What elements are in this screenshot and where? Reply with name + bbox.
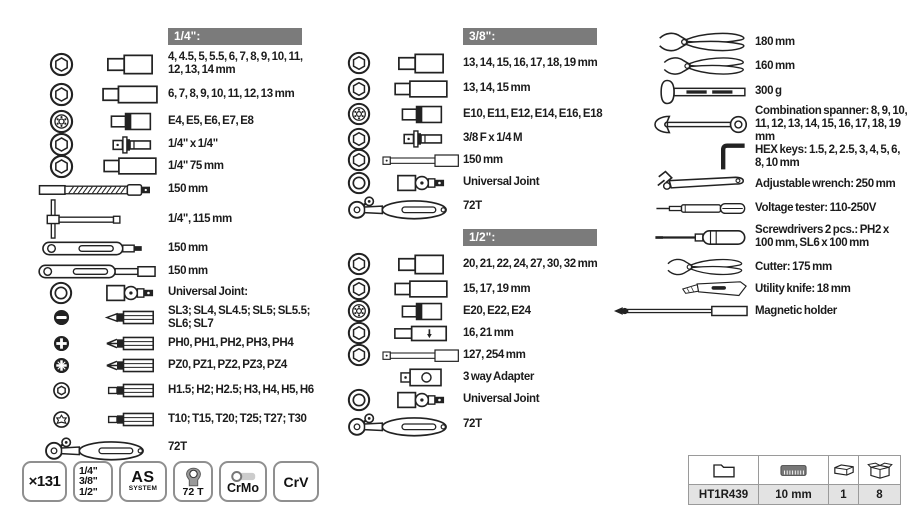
item-row — [340, 77, 640, 100]
drive-size-cell: 10 mm — [758, 485, 828, 504]
item-row — [30, 109, 315, 133]
e-socket-side-icon — [378, 103, 463, 126]
master-carton-header-cell — [858, 456, 900, 485]
item-label: 150 mm — [168, 182, 208, 195]
hex-bit-side-icon — [92, 382, 168, 399]
item-label: Cutter: 175 mm — [755, 260, 832, 273]
hammer-icon — [612, 78, 755, 106]
item-label: 1/4" x 1/4" — [168, 137, 218, 150]
hex-socket-face-icon — [340, 343, 378, 367]
item-row — [30, 201, 315, 237]
item-label: E10, E11, E12, E14, E16, E18 — [463, 107, 603, 120]
section-hand-tools — [612, 30, 907, 322]
part-number-cell: HT1R439 — [689, 485, 758, 504]
item-label: E20, E22, E24 — [463, 304, 531, 317]
badge-as-system — [119, 461, 167, 502]
piece-count-label: ×131 — [28, 473, 61, 490]
three-way-adapter-icon — [378, 367, 463, 387]
item-row — [340, 194, 640, 219]
item-row — [340, 250, 640, 278]
crv-label: CrV — [283, 473, 309, 490]
packaging-table — [688, 455, 901, 505]
item-row — [612, 171, 907, 198]
item-label: 72T — [168, 441, 187, 453]
item-label: HEX keys: 1.5, 2, 2.5, 3, 4, 5, 6, 8, 10 mm — [755, 144, 901, 169]
item-label: SL3; SL4, SL4.5; SL5; SL5.5; SL6; SL7 — [168, 304, 311, 330]
extension-bar-icon — [378, 152, 463, 168]
t-handle-icon — [30, 198, 168, 240]
item-label: 300 g — [755, 85, 782, 97]
hex-socket-face-icon — [30, 52, 92, 77]
torx-socket-face-icon — [340, 299, 378, 323]
flexible-extension-icon — [30, 181, 168, 198]
item-label: 160 mm — [755, 59, 795, 72]
phillips-bit-face-icon — [30, 335, 92, 352]
ruler-icon — [780, 464, 807, 477]
item-row — [612, 256, 907, 278]
badge-drive-sizes — [73, 461, 113, 502]
item-label: 72T — [463, 417, 482, 430]
item-row — [612, 78, 907, 105]
item-row — [30, 434, 315, 461]
socket-side-icon — [378, 252, 463, 277]
adjustable-wrench-icon — [612, 169, 755, 200]
item-label: Magnetic holder — [755, 304, 837, 317]
item-row — [30, 282, 315, 303]
item-row — [340, 300, 640, 322]
pozidriv-bit-side-icon — [92, 357, 168, 374]
section-mid-column — [340, 28, 640, 437]
as-system-label: AS — [131, 469, 155, 486]
pliers-icon — [612, 51, 755, 81]
item-label: Voltage tester: 110-250V — [755, 201, 877, 214]
drive-size-header-cell — [758, 456, 828, 485]
item-label: PH0, PH1, PH2, PH3, PH4 — [168, 336, 294, 349]
badge-piece-count — [22, 461, 67, 502]
item-label: 150 mm — [463, 153, 503, 166]
item-row — [340, 278, 640, 300]
badge-crv-steel — [273, 461, 319, 502]
item-label: 6, 7, 8, 9, 10, 11, 12, 13 mm — [168, 87, 295, 100]
voltage-tester-icon — [612, 202, 755, 215]
magnetic-holder-icon — [612, 304, 755, 318]
extension-bar-icon — [378, 347, 463, 363]
hex-socket-face-icon — [340, 321, 378, 345]
torx-socket-face-icon — [30, 109, 92, 134]
item-label: 3 way Adapter — [463, 370, 534, 383]
item-row — [30, 260, 315, 282]
item-label: 16, 21 mm — [463, 326, 514, 339]
item-label: Universal Joint — [463, 393, 540, 405]
part-number-header-cell — [689, 456, 758, 485]
item-label: Utility knife: 18 mm — [755, 282, 851, 295]
ring-face-icon — [30, 281, 92, 305]
torx-bit-side-icon — [92, 411, 168, 428]
inner-box-icon — [833, 463, 855, 477]
item-row — [340, 366, 640, 388]
deep-socket-side-icon — [378, 277, 463, 301]
item-row — [30, 354, 315, 376]
item-label: 72T — [463, 200, 482, 212]
drive-size-label: 3/8" — [79, 475, 98, 488]
torx-bit-face-icon — [30, 411, 92, 428]
section-header-half: 1/2": — [463, 229, 597, 246]
folder-icon — [711, 460, 737, 480]
hex-socket-face-icon — [340, 127, 378, 151]
item-row — [30, 332, 315, 354]
sliding-bar-icon — [30, 239, 168, 258]
item-label: 150 mm — [168, 242, 208, 254]
hex-socket-face-icon — [340, 252, 378, 276]
adapter-icon — [92, 133, 168, 156]
ratchet-icon — [340, 409, 463, 439]
ratchet-icon — [30, 433, 168, 463]
item-row — [612, 54, 907, 78]
item-row — [30, 376, 315, 405]
drive-size-label: 1/4" — [79, 464, 98, 477]
item-label: 1/4" 75 mm — [168, 159, 224, 172]
hex-socket-face-icon — [30, 82, 92, 107]
universal-joint-icon — [92, 281, 168, 305]
combination-spanner-icon — [612, 113, 755, 136]
spark-plug-socket-icon — [378, 323, 463, 344]
hex-socket-face-icon — [340, 277, 378, 301]
item-row — [340, 149, 640, 171]
socket-side-icon — [92, 52, 168, 77]
as-system-sublabel: SYSTEM — [128, 485, 158, 492]
item-label: 150 mm — [168, 264, 208, 277]
hex-bit-face-icon — [30, 382, 92, 399]
deep-socket-side-icon — [378, 77, 463, 101]
item-row — [340, 100, 640, 128]
item-row — [340, 322, 640, 344]
master-qty-cell: 8 — [858, 485, 900, 504]
drive-size-label: 1/2" — [79, 485, 98, 498]
hex-socket-face-icon — [340, 51, 378, 75]
pozidriv-bit-face-icon — [30, 357, 92, 374]
item-label: 180 mm — [755, 35, 795, 48]
item-label: Screwdrivers 2 pcs.: PH2 x 100 mm, SL6 x 100 mm — [755, 224, 889, 249]
e-socket-side-icon — [378, 300, 463, 323]
slotted-bit-side-icon — [92, 309, 168, 326]
item-row — [30, 49, 315, 79]
inner-qty-cell: 1 — [828, 485, 858, 504]
deep-socket-side-icon — [92, 154, 168, 178]
teeth-count-label: 72 T — [182, 485, 204, 498]
ratchet-icon — [340, 192, 463, 222]
item-row — [340, 128, 640, 149]
universal-joint-icon — [378, 388, 463, 412]
item-row — [612, 278, 907, 300]
section-header-three-eighths: 3/8": — [463, 28, 597, 45]
item-label: T10; T15, T20; T25; T27; T30 — [168, 413, 307, 425]
inner-box-header-cell — [828, 456, 858, 485]
item-row — [30, 303, 315, 332]
socket-side-icon — [378, 51, 463, 76]
hex-socket-face-icon — [30, 154, 92, 179]
hex-socket-face-icon — [340, 77, 378, 101]
item-row — [30, 405, 315, 434]
item-label: E4, E5, E6, E7, E8 — [168, 114, 254, 127]
torx-socket-face-icon — [340, 102, 378, 126]
item-row — [30, 237, 315, 260]
item-label: 127, 254 mm — [463, 348, 526, 361]
item-label: 4, 4.5, 5, 5.5, 6, 7, 8, 9, 10, 11, 12, 13, 14 mm — [168, 51, 303, 76]
slotted-bit-face-icon — [30, 309, 92, 326]
item-label: PZ0, PZ1, PZ2, PZ3, PZ4 — [168, 358, 287, 371]
item-label: Adjustable wrench: 250 mm — [755, 178, 896, 190]
item-label: 13, 14, 15 mm — [463, 82, 531, 94]
item-label: 13, 14, 15, 16, 17, 18, 19 mm — [463, 56, 598, 69]
phillips-bit-side-icon — [92, 335, 168, 352]
crmo-label: CrMo — [227, 480, 259, 495]
sliding-bar-icon — [30, 262, 168, 281]
hex-socket-face-icon — [340, 148, 378, 172]
screwdriver-icon — [612, 228, 755, 247]
item-row — [612, 105, 907, 143]
badge-72-teeth — [173, 461, 213, 502]
item-row — [30, 79, 315, 109]
item-row — [612, 300, 907, 322]
e-socket-side-icon — [92, 110, 168, 133]
utility-knife-icon — [612, 277, 755, 301]
item-row — [612, 143, 907, 171]
item-label: 15, 17, 19 mm — [463, 282, 531, 295]
section-quarter-inch — [30, 28, 315, 461]
master-carton-icon — [867, 460, 893, 480]
item-row — [340, 49, 640, 77]
item-row — [612, 218, 907, 256]
feature-badges — [22, 461, 319, 502]
badge-crmo-steel — [219, 461, 267, 502]
item-label: H1.5; H2; H2.5; H3, H4, H5, H6 — [168, 384, 314, 396]
item-label: Universal Joint — [463, 176, 540, 188]
ring-face-icon — [340, 388, 378, 412]
item-row — [612, 198, 907, 218]
item-row — [30, 133, 315, 155]
ratchet-head-icon — [185, 467, 202, 487]
item-label: 3/8 F x 1/4 M — [463, 132, 523, 144]
item-label: 20, 21, 22, 24, 27, 30, 32 mm — [463, 257, 598, 270]
item-label: Universal Joint: — [168, 286, 248, 298]
item-row — [340, 344, 640, 366]
item-row — [30, 155, 315, 177]
adapter-icon — [378, 127, 463, 150]
item-label: 1/4", 115 mm — [168, 212, 232, 225]
section-header-quarter: 1/4": — [168, 28, 302, 45]
deep-socket-side-icon — [92, 82, 168, 107]
item-row — [340, 388, 640, 411]
item-label: Combination spanner: 8, 9, 10, 11, 12, 13, 14, 15, 16, 17, 18, 19 mm — [755, 104, 907, 143]
item-row — [340, 411, 640, 437]
